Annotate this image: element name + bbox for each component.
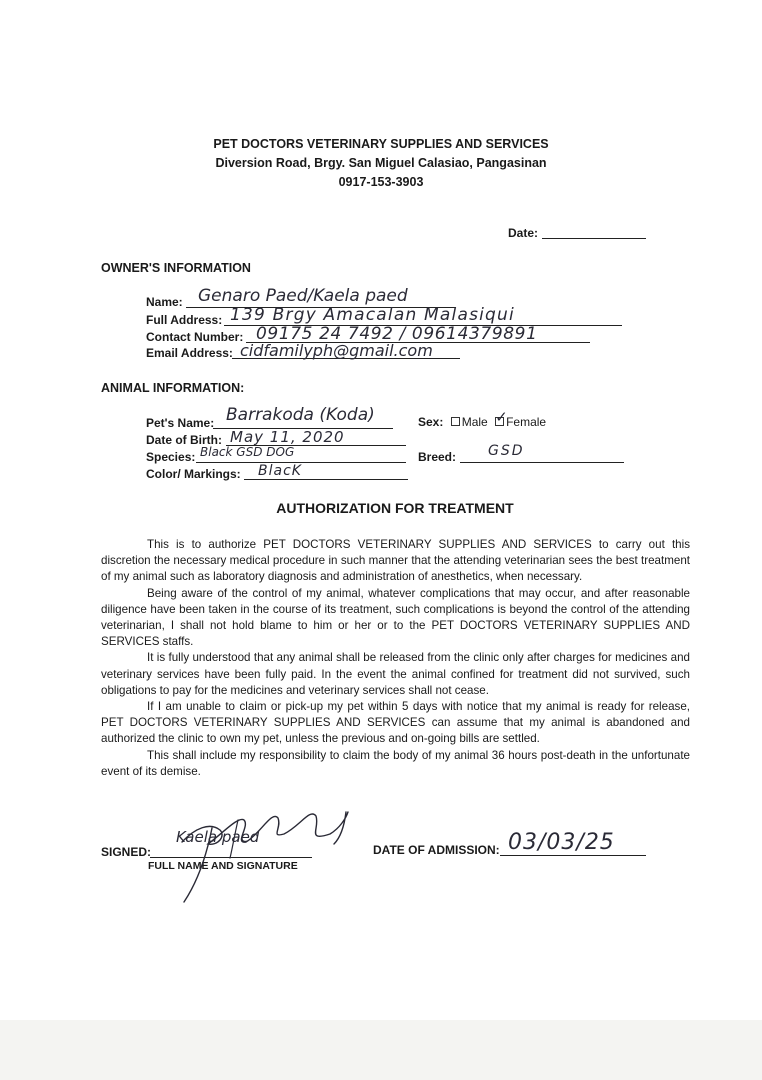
signed-value: Kaela paed [176,828,260,846]
sex-female-label: Female [506,415,547,429]
breed-line [460,462,624,463]
admission-line [500,855,646,856]
owner-name-label: Name: [146,295,183,309]
owner-heading: OWNER'S INFORMATION [101,261,251,275]
owner-name-value[interactable]: Genaro Paed/Kaela paed [198,286,408,306]
dob-value[interactable]: May 11, 2020 [230,428,345,446]
authorization-paragraph: Being aware of the control of my animal, whatever complications that may occur, and after reasonable diligence have been taken in the course of its treatment, such complications is beyond the control of the attending veterinarian, I shall not hold blame to him or her or to the PET DOCTORS VETERINARY SUPPLIES AND SERVICES staffs. [101,586,690,649]
breed-value[interactable]: GSD [488,443,525,459]
owner-contact-label: Contact Number: [146,330,244,344]
signature-scribble [160,798,360,908]
sex-male-label: Male [461,415,488,429]
sex-label: Sex: [418,415,444,429]
owner-email-value[interactable]: cidfamilyph@gmail.com [240,341,433,360]
authorization-paragraph: This shall include my responsibility to claim the body of my animal 36 hours post-death in the unfortunate event of its demise. [101,748,690,778]
authorization-title: AUTHORIZATION FOR TREATMENT [276,500,514,516]
dob-label: Date of Birth: [146,433,222,447]
owner-contact-value[interactable]: 09175 24 7492 / 09614379891 [256,324,538,344]
breed-label: Breed: [418,450,457,464]
clinic-address: Diversion Road, Brgy. San Miguel Calasiao, Pangasinan [215,156,547,170]
color-label: Color/ Markings: [146,467,241,481]
sex-male-checkbox[interactable] [451,417,460,426]
owner-email-label: Email Address: [146,346,233,360]
pet-name-label: Pet's Name: [146,416,215,430]
clinic-name: PET DOCTORS VETERINARY SUPPLIES AND SERVICES [213,137,549,151]
admission-value[interactable]: 03/03/25 [508,830,615,855]
sex-female-checkbox[interactable] [495,409,508,426]
owner-address-value[interactable]: 139 Brgy Amacalan Malasiqui [230,305,515,325]
sex-field [418,409,547,429]
species-value[interactable]: Black GSD DOG [200,445,295,459]
species-label: Species: [146,450,196,464]
pet-name-value[interactable]: Barrakoda (Koda) [226,405,375,425]
authorization-paragraph: This is to authorize PET DOCTORS VETERINARY SUPPLIES AND SERVICES to carry out this discretion the necessary medical procedure in such manner that the attending veterinarian sees the best treatment of my animal such as laboratory diagnosis and administration of anesthetics, when necessary. [101,538,690,584]
signed-label: SIGNED: [101,845,152,859]
color-line [244,479,408,480]
signature-image[interactable] [160,798,360,908]
authorization-paragraph: If I am unable to claim or pick-up my pet within 5 days with notice that my animal is ready for release, PET DOCTORS VETERINARY SUPPLIES AND SERVICES can assume that my animal is abandoned and authorized the clinic to own my pet, unless the previous and on-going bills are settled. [101,700,690,746]
date-label: Date: [508,226,539,240]
authorization-body [101,537,690,780]
date-line [542,238,646,239]
check-mark-icon: ✓ [495,409,508,426]
signature-caption: FULL NAME AND SIGNATURE [148,860,298,872]
color-value[interactable]: BlacK [258,463,302,479]
animal-heading: ANIMAL INFORMATION: [101,381,245,395]
authorization-paragraph: It is fully understood that any animal shall be released from the clinic only after charges for medicines and veterinary services have been fully paid. In the event the animal confined for treatment did not survived, such obligations to pay for the medicines and veterinary services shall not cease. [101,651,690,697]
owner-address-label: Full Address: [146,313,223,327]
admission-label: DATE OF ADMISSION: [373,843,500,857]
clinic-phone: 0917-153-3903 [338,175,424,189]
